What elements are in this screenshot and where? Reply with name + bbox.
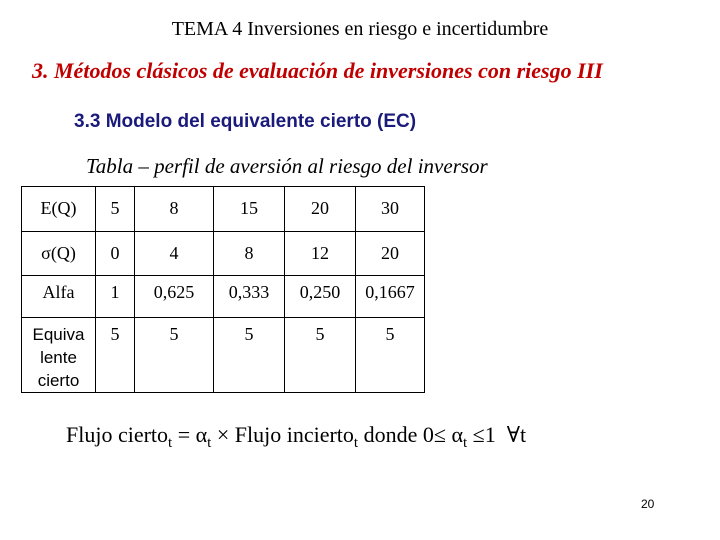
table-cell: 8 — [135, 187, 214, 232]
table-cell: 20 — [356, 232, 425, 276]
table-cell: 1 — [96, 276, 135, 318]
formula-subscript: t — [462, 435, 468, 451]
table-cell: 5 — [285, 318, 356, 393]
formula-alpha: α — [195, 422, 208, 447]
formula-leq: ≤ — [433, 422, 446, 447]
table-cell: 5 — [96, 187, 135, 232]
row-label-line: cierto — [37, 371, 80, 390]
formula-leq: ≤ — [472, 422, 485, 447]
formula-condition: donde 0 — [358, 422, 434, 447]
row-label-line: lente — [40, 348, 77, 367]
table-cell: 5 — [96, 318, 135, 393]
row-label-std-dev — [22, 232, 96, 276]
formula-subscript: t — [168, 435, 173, 451]
table-cell: 5 — [214, 318, 285, 393]
certainty-equivalent-formula — [66, 422, 526, 452]
row-label-expected-value — [22, 187, 96, 232]
table-cell: 12 — [285, 232, 356, 276]
row-label-line: E(Q) — [40, 198, 77, 218]
formula-alpha: α — [451, 422, 463, 447]
row-label-line: σ(Q) — [41, 243, 76, 263]
table-cell: 5 — [135, 318, 214, 393]
row-label-line: Alfa — [42, 282, 75, 302]
row-label-line: Equiva — [32, 325, 85, 344]
table-cell: 0,333 — [214, 276, 285, 318]
formula-lhs: Flujo cierto — [66, 422, 169, 447]
table-row — [22, 232, 425, 276]
formula-subscript: t — [353, 435, 359, 451]
table-row — [22, 318, 425, 393]
row-label-alpha — [22, 276, 96, 318]
table-row — [22, 187, 425, 232]
main-title: TEMA 4 Inversiones en riesgo e incertidumbre — [171, 18, 549, 40]
table-caption: Tabla – perfil de aversión al riesgo del inversor — [86, 154, 488, 178]
table-cell: 0 — [96, 232, 135, 276]
section-title: 3. Métodos clásicos de evaluación de inversiones con riesgo III — [32, 58, 603, 83]
table-cell: 20 — [285, 187, 356, 232]
risk-profile-table — [21, 186, 425, 393]
formula-equals: = — [172, 422, 196, 447]
table-cell: 30 — [356, 187, 425, 232]
table-cell: 0,250 — [285, 276, 356, 318]
table-cell: 8 — [214, 232, 285, 276]
table-row — [22, 276, 425, 318]
formula-subscript: t — [207, 435, 212, 451]
formula-one: 1 — [484, 422, 496, 447]
formula-forall: ∀t — [506, 422, 527, 447]
subsection-title: 3.3 Modelo del equivalente cierto (EC) — [74, 111, 417, 132]
table-cell: 0,1667 — [356, 276, 425, 318]
row-label-certainty-equivalent — [22, 318, 96, 393]
formula-times: × — [211, 422, 235, 447]
table-cell: 0,625 — [135, 276, 214, 318]
formula-rhs: Flujo incierto — [234, 422, 354, 447]
table-cell: 5 — [356, 318, 425, 393]
page-number: 20 — [641, 497, 655, 511]
table-cell: 15 — [214, 187, 285, 232]
table-cell: 4 — [135, 232, 214, 276]
